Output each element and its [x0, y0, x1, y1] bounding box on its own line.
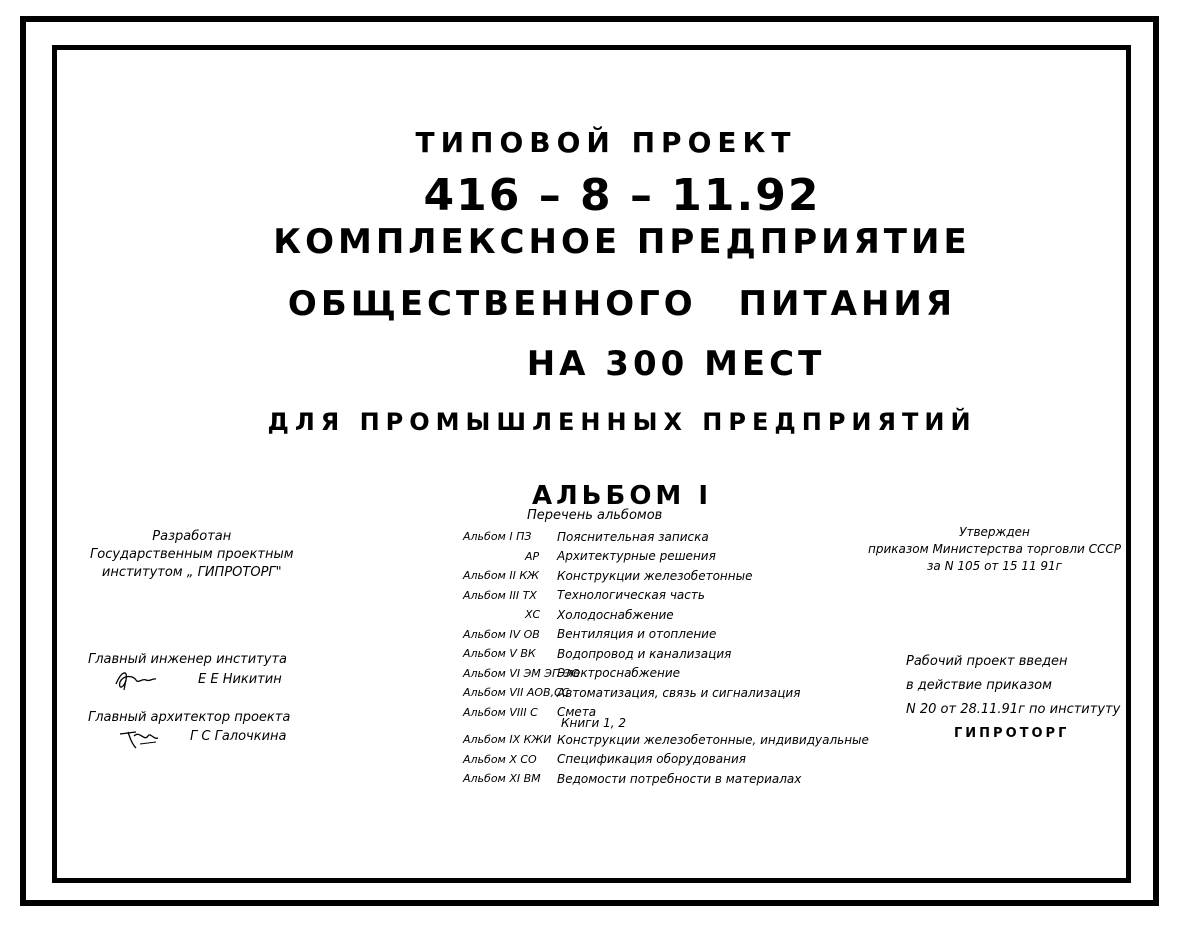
album-title: Водопровод и канализация [557, 646, 732, 661]
album-title: Технологическая часть [557, 588, 705, 603]
approval-line-1: Утвержден [959, 525, 1030, 539]
album-title: Вентиляция и отопление [557, 627, 717, 642]
developer-block [90, 528, 294, 582]
album-title: Холодоснабжение [557, 607, 674, 622]
list-item [463, 769, 869, 789]
chief-engineer-signature [112, 668, 158, 692]
album-title: Ведомости потребности в материалах [557, 771, 802, 786]
approval-block [868, 524, 1121, 575]
album-code: Альбом VI ЭМ ЭП ЭО [463, 666, 581, 680]
album-title: Электроснабжение [557, 666, 681, 681]
chief-architect-signature [118, 726, 164, 750]
project-number: 416 – 8 – 11.92 [423, 170, 821, 221]
album-code: Альбом I ПЗ [463, 530, 532, 544]
approval-line-2: приказом Министерства торговли СССР [868, 542, 1121, 556]
developer-line-1: Разработан [152, 529, 232, 544]
list-item [463, 683, 869, 703]
album-number: АЛЬБОМ I [531, 481, 713, 511]
album-code: Альбом X СО [463, 752, 537, 766]
list-item [463, 566, 869, 586]
chief-architect-name: Г С Галочкина [190, 729, 287, 744]
album-code: Альбом III ТХ [463, 588, 537, 602]
album-code: Альбом V ВК [463, 647, 536, 661]
album-title: Спецификация оборудования [557, 752, 746, 767]
list-item [463, 547, 869, 567]
album-code: Альбом II КЖ [463, 569, 539, 583]
album-title: Смета [557, 705, 597, 720]
album-code: ХС [525, 608, 541, 622]
chief-architect-role: Главный архитектор проекта [88, 710, 291, 725]
developer-line-3: институтом „ ГИПРОТОРГ" [101, 565, 282, 580]
introduction-institute: ГИПРОТОРГ [954, 726, 1070, 741]
project-title-line-2: ОБЩЕСТВЕННОГО ПИТАНИЯ [287, 284, 957, 324]
album-title: Архитектурные решения [557, 549, 716, 564]
album-code: АР [525, 549, 540, 563]
chief-engineer-role: Главный инженер института [88, 652, 287, 667]
project-type-heading: ТИПОВОЙ ПРОЕКТ [415, 126, 797, 159]
album-title: Конструкции железобетонные [557, 568, 753, 583]
developer-line-2: Государственным проектным [90, 547, 294, 562]
album-code: Альбом IV ОВ [463, 627, 540, 641]
album-title: Автоматизация, связь и сигнализация [557, 685, 801, 700]
album-title: Конструкции железобетонные, индивидуальные [557, 732, 869, 747]
list-item [463, 527, 869, 547]
list-item [463, 605, 869, 625]
album-code: Альбом VII АОВ,СС [463, 686, 570, 700]
introduction-block [906, 650, 1120, 746]
list-item [463, 664, 869, 684]
list-item [463, 730, 869, 750]
list-item [463, 644, 869, 664]
list-item [463, 750, 869, 770]
introduction-line-1: Рабочий проект введен [906, 654, 1068, 669]
list-item [463, 586, 869, 606]
introduction-line-3: N 20 от 28.11.91г по институту [906, 702, 1121, 717]
album-title: Книги 1, 2 [561, 716, 626, 730]
project-title-line-1: КОМПЛЕКСНОЕ ПРЕДПРИЯТИЕ [273, 222, 971, 262]
approval-line-3: за N 105 от 15 11 91г [927, 559, 1062, 573]
project-title-line-3: НА 300 МЕСТ [526, 344, 826, 384]
album-title: Пояснительная записка [557, 529, 709, 544]
list-item [463, 625, 869, 645]
chief-engineer-name: Е Е Никитин [198, 672, 282, 687]
album-list-heading: Перечень альбомов [527, 508, 663, 523]
introduction-line-2: в действие приказом [906, 678, 1052, 693]
album-list [463, 508, 869, 789]
album-code: Альбом IX КЖИ [463, 733, 552, 747]
album-code: Альбом VIII С [463, 705, 538, 719]
album-code: Альбом XI ВМ [463, 772, 541, 786]
project-title-line-4: ДЛЯ ПРОМЫШЛЕННЫХ ПРЕДПРИЯТИЙ [267, 408, 977, 436]
